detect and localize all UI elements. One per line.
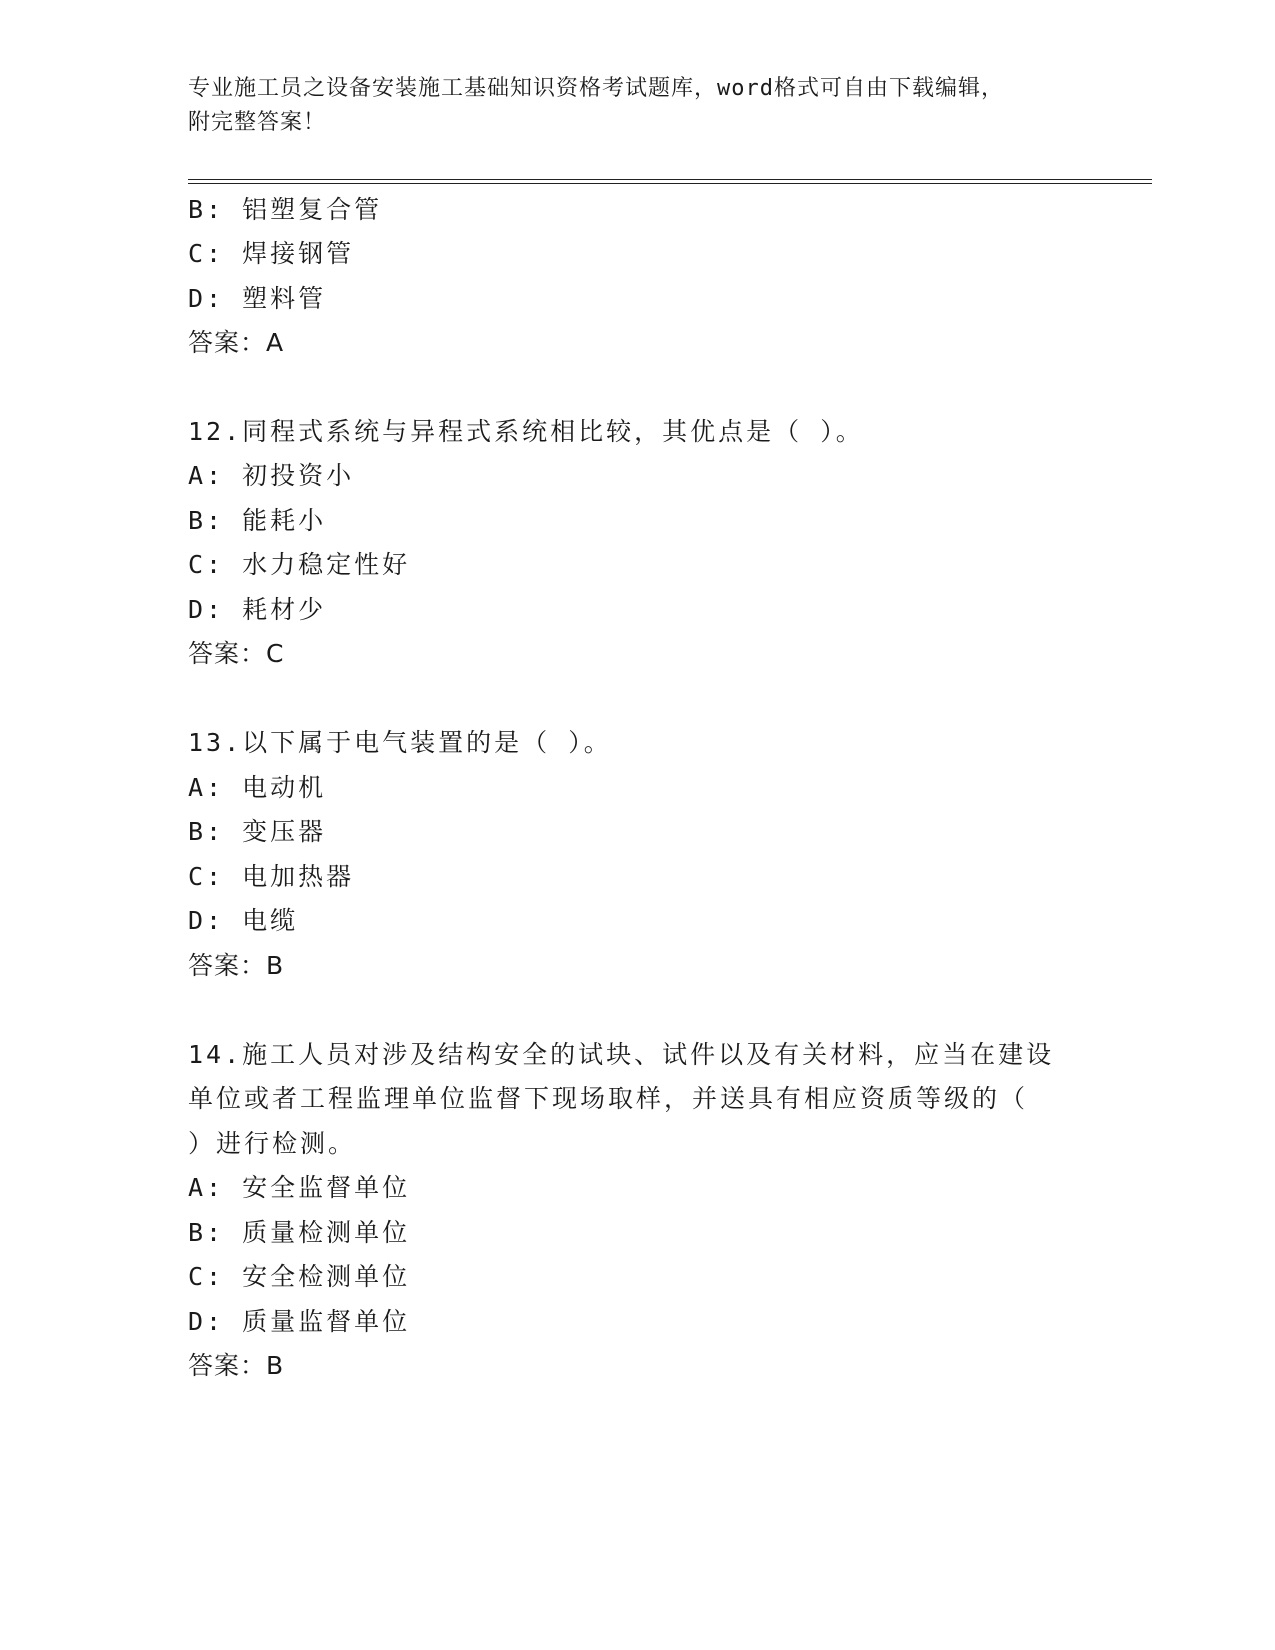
q14-question-line-3: ）进行检测。 — [188, 1129, 357, 1158]
q12-question: 12.同程式系统与异程式系统相比较，其优点是（ ）。 — [188, 417, 864, 446]
q11-option-d: D: 塑料管 — [188, 284, 327, 313]
q13-answer: 答案：B — [188, 951, 285, 980]
q12-option-c: C: 水力稳定性好 — [188, 550, 411, 579]
q12-answer: 答案：C — [188, 639, 285, 668]
q13-option-b: B: 变压器 — [188, 817, 327, 846]
q14-option-c: C: 安全检测单位 — [188, 1262, 411, 1291]
header-line-1: 专业施工员之设备安装施工基础知识资格考试题库，word格式可自由下载编辑， — [188, 76, 1004, 101]
q13-option-d: D: 电缆 — [188, 906, 299, 935]
header-divider-bottom — [188, 183, 1152, 184]
document-header — [188, 72, 1088, 140]
q14-question-line-1: 14.施工人员对涉及结构安全的试块、试件以及有关材料，应当在建设 — [188, 1040, 1055, 1069]
q11-answer: 答案：A — [188, 328, 285, 357]
q14-option-b: B: 质量检测单位 — [188, 1218, 411, 1247]
q11-option-b: B: 铝塑复合管 — [188, 195, 383, 224]
q13-option-c: C: 电加热器 — [188, 862, 355, 891]
q14-answer: 答案：B — [188, 1351, 285, 1380]
q12-option-b: B: 能耗小 — [188, 506, 327, 535]
header-line-2: 附完整答案！ — [188, 110, 327, 135]
header-divider-top — [188, 179, 1152, 180]
q12-option-a: A: 初投资小 — [188, 461, 355, 490]
q11-option-c: C: 焊接钢管 — [188, 239, 355, 268]
q13-question: 13.以下属于电气装置的是（ ）。 — [188, 728, 612, 757]
q12-option-d: D: 耗材少 — [188, 595, 327, 624]
q13-option-a: A: 电动机 — [188, 773, 327, 802]
q14-option-a: A: 安全监督单位 — [188, 1173, 411, 1202]
q14-question-line-2: 单位或者工程监理单位监督下现场取样，并送具有相应资质等级的（ — [188, 1084, 1029, 1113]
q14-option-d: D: 质量监督单位 — [188, 1307, 411, 1336]
